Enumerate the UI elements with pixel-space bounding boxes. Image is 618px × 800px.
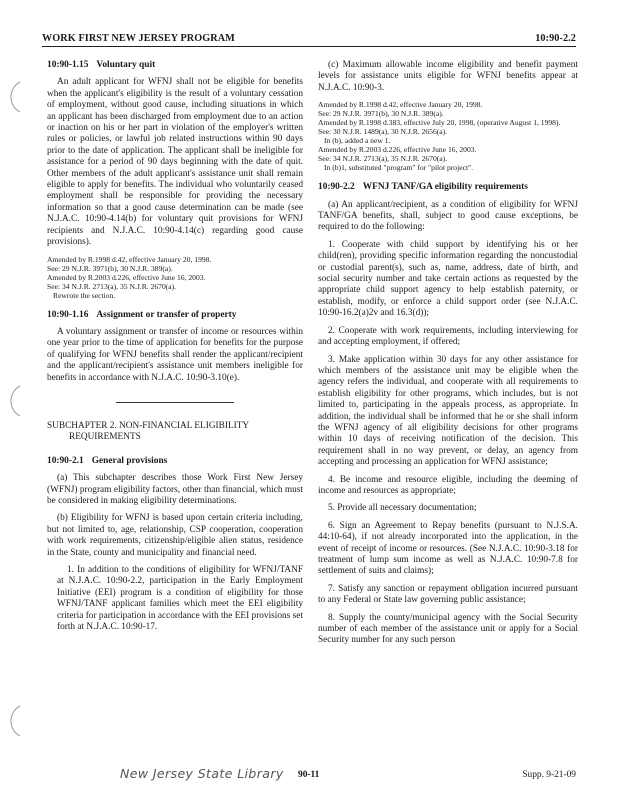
list-item: 2. Cooperate with work requirements, including interviewing for and accepting employment, if offered; (318, 325, 578, 348)
subchapter-heading (47, 421, 303, 444)
section-heading (47, 60, 303, 71)
note-line: See: 29 N.J.R. 3971(b), 30 N.J.R. 389(a). (47, 263, 173, 273)
list-item: 3. Make application within 30 days for any other assistance for which members of the assistance unit may be eligible when the agency refers the individual, and cooperate with all requirements to establish eligibility for other programs, which includes, but is not limited to, participating in the appeals process, as appropriate. In addition, the individual shall be informed that he or she shall inform the WFNJ agency of all eligibility decisions for other programs within 10 days of receiving notification of the decision. This requirement shall in no way prevent, or delay, an agency from accepting and processing an application for WFNJ assistance; (318, 354, 578, 468)
section-title: Voluntary quit (96, 60, 156, 70)
binder-hole-mark (4, 704, 24, 738)
note-line: Rewrote the section. (53, 290, 116, 300)
note-line: Amended by R.1998 d.42, effective January 20, 1998. (318, 100, 483, 110)
section-title: Assignment or transfer of property (96, 309, 237, 320)
right-column (318, 60, 578, 653)
note-line: Amended by R.1998 d.42, effective January 20, 1998. (47, 254, 212, 264)
paragraph: (b) Eligibility for WFNJ is based upon certain criteria including, but not limited to, age, relationship, CSP cooperation, cooperation with work requirements, citizenship/eligible alien status, residence in the State, county and municipality and financial need. (47, 513, 303, 558)
note-line: See: 34 N.J.R. 2713(a), 35 N.J.R. 2670(a). (47, 281, 177, 291)
header-title: WORK FIRST NEW JERSEY PROGRAM (42, 33, 235, 44)
library-stamp: New Jersey State Library (120, 766, 284, 781)
header-section: 10:90-2.2 (535, 33, 576, 44)
list-item: 4. Be income and resource eligible, including the deeming of income and resources as appropriate; (318, 474, 578, 496)
running-header (42, 24, 576, 47)
note-line: In (b), added a new 1. (324, 136, 391, 146)
page-number: 90-11 (298, 770, 320, 780)
section-number: 10:90-1.15 (47, 60, 89, 70)
left-column (47, 60, 303, 639)
section-number: 10:90-2.2 (318, 182, 355, 193)
section-title: WFNJ TANF/GA eligibility requirements (362, 182, 528, 193)
note-line: In (b)1, substituted "program" for "pilot project". (324, 163, 474, 173)
subchapter-line: SUBCHAPTER 2. NON-FINANCIAL ELIGIBILITY (47, 420, 250, 431)
list-item: 8. Supply the county/municipal agency with the Social Security number of each member of the assistance unit or apply for a Social Security number for any such person (318, 612, 578, 646)
divider (116, 402, 234, 403)
section-heading (47, 456, 303, 467)
page-footer (0, 766, 618, 786)
list-item: 7. Satisfy any sanction or repayment obligation incurred pursuant to any Federal or State law governing public assistance; (318, 583, 578, 606)
history-note (318, 100, 578, 172)
section-heading (318, 182, 578, 193)
note-line: Amended by R.1998 d.383, effective July 20, 1998, (operative August 1, 1998). (318, 118, 561, 128)
paragraph: A voluntary assignment or transfer of income or resources within one year prior to the time of application for benefits for the purpose of qualifying for WFNJ benefits shall render the applicant/recipient and the applicant/recipient's assistance unit members ineligible for benefits in accordance with N.J.A.C. 10:90-3.10(e). (47, 326, 303, 383)
paragraph: (c) Maximum allowable income eligibility and benefit payment levels for assistance units eligible for WFNJ benefits appear at N.J.A.C. 10:90-3. (318, 60, 578, 93)
note-line: Amended by R.2003 d.226, effective June 16, 2003. (47, 272, 206, 282)
list-item: 5. Provide all necessary documentation; (328, 503, 477, 514)
note-line: See: 34 N.J.R. 2713(a), 35 N.J.R. 2670(a). (318, 154, 448, 164)
section-title: General provisions (91, 455, 168, 466)
subchapter-line: REQUIREMENTS (69, 432, 141, 443)
note-line: See: 29 N.J.R. 3971(b), 30 N.J.R. 389(a). (318, 109, 444, 119)
requirements-list (318, 240, 578, 647)
list-item: 1. Cooperate with child support by identifying his or her child(ren), providing specific information regarding the noncustodial or custodial parent(s), such as, name, address, date of birth, and social security number and take certain actions as requested by the appropriate child support agency to help establish paternity, or establish, modify, or enforce a child support order (see N.J.A.C. 10:90-16.2(a)2v and 16.3(d)); (318, 239, 578, 319)
paragraph: (a) An applicant/recipient, as a condition of eligibility for WFNJ TANF/GA benefits, shall, subject to good cause exceptions, be required to do the following: (318, 199, 578, 233)
binder-hole-mark (4, 80, 24, 114)
history-note (47, 255, 303, 300)
list-item: 6. Sign an Agreement to Repay benefits (pursuant to N.J.S.A. 44:10-64), if not already incorporated into the application, in the event of receipt of income or resources. (See N.J.A.C. 10:90-3.18 for treatment of lump sum income as well as N.J.A.C. 10:90-7.8 for settlement of suits and claims); (318, 520, 578, 577)
supplement-date: Supp. 9-21-09 (522, 770, 576, 780)
note-line: Amended by R.2003 d.226, effective June 16, 2003. (318, 145, 477, 155)
note-line: See: 30 N.J.R. 1489(a), 30 N.J.R. 2656(a). (318, 127, 448, 137)
binder-hole-mark (4, 384, 24, 418)
paragraph: (a) This subchapter describes those Work First New Jersey (WFNJ) program eligibility factors, other than financial, which must be considered in making eligibility determinations. (47, 473, 303, 506)
list-item: 1. In addition to the conditions of eligibility for WFNJ/TANF at N.J.A.C. 10:90-2.2, participation in the Early Employment Initiative (EEI) program is a condition of eligibility for those WFNJ/TANF applicant families which meet the EEI eligibility criteria for participation in accordance with the EEI provisions set forth at N.J.A.C. 10:90-17. (57, 565, 303, 633)
paragraph: An adult applicant for WFNJ shall not be eligible for benefits when the applicant's eligibility is the result of a voluntary cessation of employment, without good cause, including situations in which an applicant has been discharged from employment due to an action or inaction on his or her part in violation of the employer's written rules or policies, or lawful job related instructions within 90 days prior to the date of application. The applicant shall be ineligible for assistance for a period of 90 days beginning with the date of quit. Other members of the adult applicant's assistance unit shall remain eligible to apply for benefits. The individual who voluntarily ceased employment shall be responsible for providing the necessary information so that a good cause determination can be made (see N.J.A.C. 10:90-4.14(b) for voluntary quit provisions for WFNJ recipients and N.J.A.C. 10:90-4.14(c) regarding good cause provisions). (47, 77, 303, 248)
section-number: 10:90-2.1 (47, 455, 84, 466)
section-heading (47, 310, 303, 321)
section-number: 10:90-1.16 (47, 309, 89, 320)
